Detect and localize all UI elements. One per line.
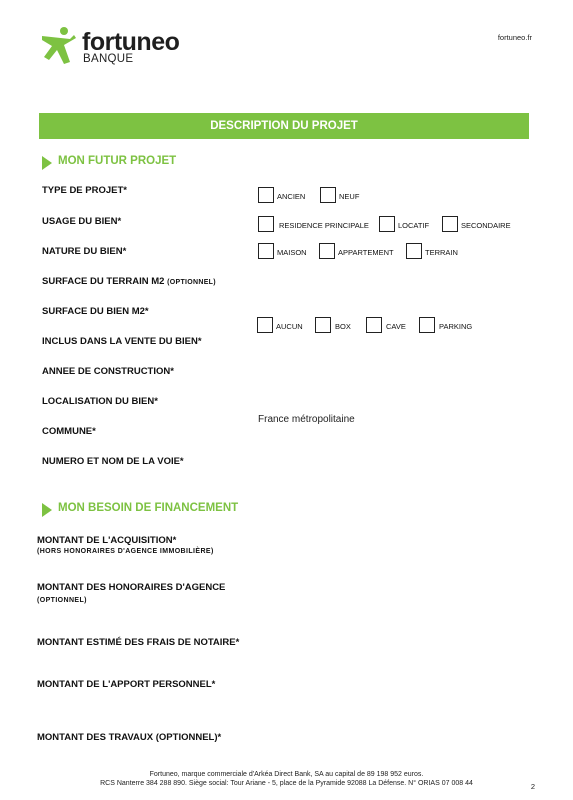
- label-annee-construction: ANNEE DE CONSTRUCTION*: [42, 366, 174, 377]
- label-frais-notaire: MONTANT ESTIMÉ DES FRAIS DE NOTAIRE*: [37, 637, 240, 648]
- label-apport-personnel: MONTANT DE L'APPORT PERSONNEL*: [37, 679, 216, 690]
- checkbox-box: [442, 216, 458, 232]
- checkbox-box: [258, 216, 274, 232]
- label-honoraires-note: (OPTIONNEL): [37, 597, 87, 604]
- label-nature-bien: NATURE DU BIEN*: [42, 246, 127, 257]
- label-optional: (OPTIONNEL): [167, 279, 216, 286]
- label-surface-terrain: SURFACE DU TERRAIN M2 (OPTIONNEL): [42, 276, 216, 287]
- label-voie: NUMERO ET NOM DE LA VOIE*: [42, 456, 184, 467]
- brand-subtitle: BANQUE: [83, 53, 134, 65]
- checkbox-box: [366, 317, 382, 333]
- label-usage-bien: USAGE DU BIEN*: [42, 216, 122, 227]
- checkbox-box: [406, 243, 422, 259]
- localisation-value: France métropolitaine: [258, 414, 355, 425]
- brand-logo: [40, 26, 190, 70]
- label-surface-bien: SURFACE DU BIEN M2*: [42, 306, 149, 317]
- checkbox-box: [315, 317, 331, 333]
- label-localisation: LOCALISATION DU BIEN*: [42, 396, 158, 407]
- label-acquisition-note: (HORS HONORAIRES D'AGENCE IMMOBILIÈRE): [37, 548, 214, 555]
- label-montant-acquisition: MONTANT DE L'ACQUISITION*: [37, 535, 177, 546]
- label-montant-honoraires: MONTANT DES HONORAIRES D'AGENCE: [37, 582, 226, 593]
- page-number: 2: [530, 782, 535, 791]
- label-commune: COMMUNE*: [42, 426, 96, 437]
- triangle-right-icon: [42, 503, 52, 517]
- footer-legal-line-1: Fortuneo, marque commerciale d'Arkéa Direct Bank, SA au capital de 89 198 952 euros.: [149, 771, 424, 778]
- checkbox-box: [258, 187, 274, 203]
- label-inclus-vente: INCLUS DANS LA VENTE DU BIEN*: [42, 336, 202, 347]
- triangle-right-icon: [42, 156, 52, 170]
- footer-legal-line-2: RCS Nanterre 384 288 890. Siège social: Tour Ariane - 5, place de la Pyramide 92088 La Défense. N° ORIAS 07 008 44: [100, 780, 473, 787]
- brand-name: fortuneo: [82, 28, 180, 56]
- checkbox-box: [419, 317, 435, 333]
- label-montant-travaux: MONTANT DES TRAVAUX (OPTIONNEL)*: [37, 732, 222, 743]
- section-title-financement: MON BESOIN DE FINANCEMENT: [42, 502, 282, 518]
- checkbox-box: [258, 243, 274, 259]
- label-type-projet: TYPE DE PROJET*: [42, 185, 127, 196]
- description-banner: DESCRIPTION DU PROJET: [39, 113, 529, 139]
- website-link[interactable]: fortuneo.fr: [497, 33, 532, 42]
- fortuneo-star-figure-icon: [40, 26, 78, 66]
- section-title-projet: MON FUTUR PROJET: [42, 155, 242, 171]
- checkbox-box: [257, 317, 273, 333]
- checkbox-box: [320, 187, 336, 203]
- checkbox-box: [379, 216, 395, 232]
- checkbox-box: [319, 243, 335, 259]
